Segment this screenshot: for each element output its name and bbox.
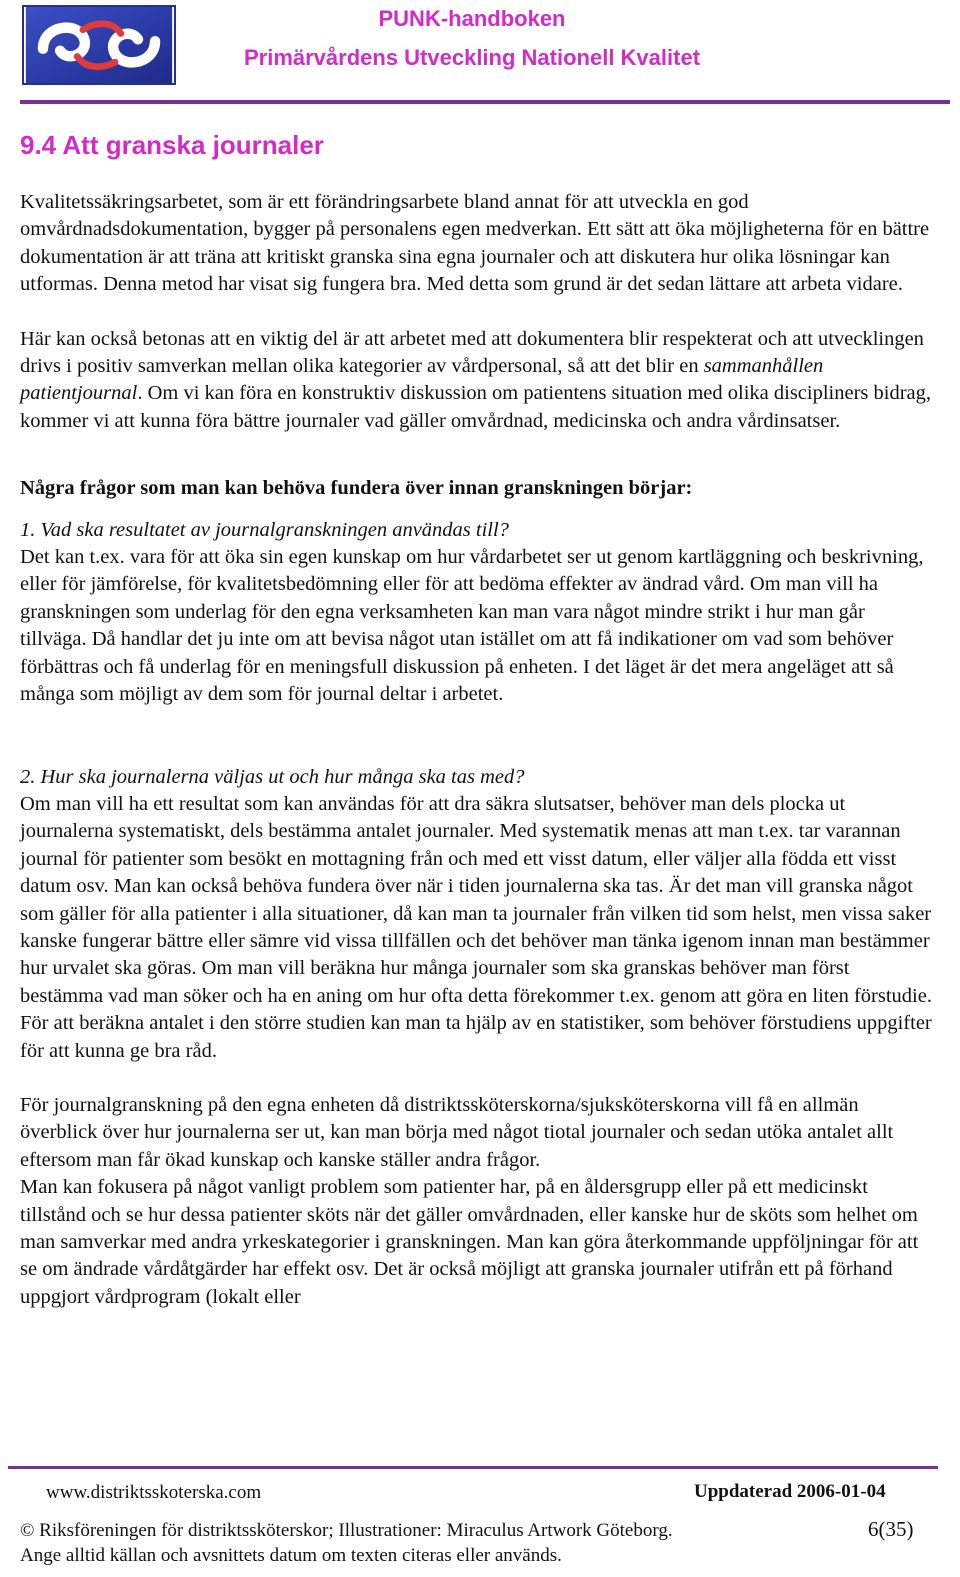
paragraph-2-emphasis: sammanhållen patientjournal bbox=[20, 355, 824, 405]
header-title: PUNK-handboken bbox=[378, 6, 566, 31]
section-body bbox=[20, 189, 935, 1311]
footer-citation-note: Ange alltid källan och avsnittets datum om texten citeras eller används. bbox=[20, 1545, 562, 1566]
question-2: 2. Hur ska journalerna väljas ut och hur många ska tas med? bbox=[20, 765, 525, 788]
paragraph-2 bbox=[20, 326, 935, 436]
swirl-logo-icon bbox=[22, 5, 176, 85]
paragraph-3: För journalgranskning på den egna enheten då distriktssköterskorna/sjuksköterskorna vill få en allmän överblick över hur journalerna ser ut, kan man börja med något tiotal journaler och sedan utöka antalet allt eftersom man får ökad kunskap och kanske ställer andra frågor. bbox=[20, 1093, 894, 1171]
footer-updated-date: Uppdaterad 2006-01-04 bbox=[694, 1481, 886, 1502]
paragraph-2-start: Här kan också betonas att en viktig del är att arbetet med att dokumentera blir respekterat och att utvecklingen drivs i positiv samverkan mellan olika kategorier av vårdpersonal, så att det blir en bbox=[20, 327, 924, 378]
footer-divider bbox=[8, 1466, 938, 1469]
paragraph-4: Man kan fokusera på något vanligt problem som patienter har, på en åldersgrupp eller på ett medicinskt tillstånd och se hur dessa patienter sköts när det gäller omvårdnaden, eller kanske hur de sköts som helhet om man samverkar med andra yrkeskategorier i granskningen. Man kan göra återkommande uppföljningar för att se om ändrade vårdåtgärder har effekt osv. Det är också möjligt att granska journaler utifrån ett på förhand uppgjort vårdprogram (lokalt eller bbox=[20, 1176, 919, 1308]
paragraph-1: Kvalitetssäkringsarbetet, som är ett förändringsarbete bland annat för att utveckla en god omvårdnadsdokumentation, bygger på personalens egen medverkan. Ett sätt att öka möjligheterna för en bättre dokumentation är att träna att kritiskt granska sina egna journaler och att diskutera hur olika lösningar kan utformas. Denna metod har visat sig fungera bra. Med detta som grund är det sedan lättare att arbeta vidare. bbox=[20, 191, 930, 296]
answer-1: Det kan t.ex. vara för att öka sin egen kunskap om hur vårdarbetet ser ut genom kartläggning och beskrivning, eller för jämförelse, för kvalitetsbedömning eller för att bedöma effekter av ändrad vård. Om man vill ha granskningen som underlag för den egna verksamheten kan man vara något mindre strikt i hur man går tillväga. Då handlar det ju inte om att bevisa något utan istället om att få indikationer om vad som behöver förbättras och få underlag för en meningsfull diskussion på enheten. I det läget är det mera angeläget att så många som möjligt av dem som för journal deltar i arbetet. bbox=[20, 546, 924, 706]
footer-copyright: © Riksföreningen för distriktssköterskor; Illustrationer: Miraculus Artwork Göteborg. bbox=[20, 1520, 673, 1541]
page-number: 6(35) bbox=[868, 1517, 914, 1541]
answer-2: Om man vill ha ett resultat som kan användas för att dra säkra slutsatser, behöver man dels plocka ut journalerna systematiskt, dels bestämma antalet journaler. Med systematik menas att man t.ex. tar varannan journal för patienter som besökt en mottagning från och med ett visst datum, eller väljer alla födda ett visst datum osv. Man kan också behöva fundera över när i tiden journalerna ska tas. Är det man vill granska något som gäller för alla patienter i alla situationer, då kan man ta journaler från vilken tid som helst, men vissa saker kanske fungerar bättre eller sämre vid vissa tillfällen och det behöver man tänka igenom innan man bestämmer hur urvalet ska göras. Om man vill beräkna hur många journaler som ska granskas behöver man först bestämma vad man söker och ha en aning om hur ofta detta förekommer t.ex. genom att göra en liten förstudie. För att beräkna antalet i den större studien kan man ta hjälp av en statistiker, som behöver förstudiens uppgifter för att kunna ge bra råd. bbox=[20, 792, 932, 1062]
paragraph-2-end: . Om vi kan föra en konstruktiv diskussion om patientens situation med olika discipliners bidrag, kommer vi att kunna föra bättre journaler vad gäller omvårdnad, medicinska och andra vårdinsatser. bbox=[20, 382, 932, 432]
header-subtitle: Primärvårdens Utveckling Nationell Kvalitet bbox=[243, 45, 701, 70]
question-1: 1. Vad ska resultatet av journalgranskningen användas till? bbox=[20, 518, 509, 541]
section-heading: 9.4 Att granska journaler bbox=[20, 130, 324, 160]
header-divider bbox=[20, 100, 950, 104]
footer-website: www.distriktsskoterska.com bbox=[46, 1482, 262, 1503]
questions-heading: Några frågor som man kan behöva fundera över innan granskningen börjar: bbox=[20, 477, 693, 500]
